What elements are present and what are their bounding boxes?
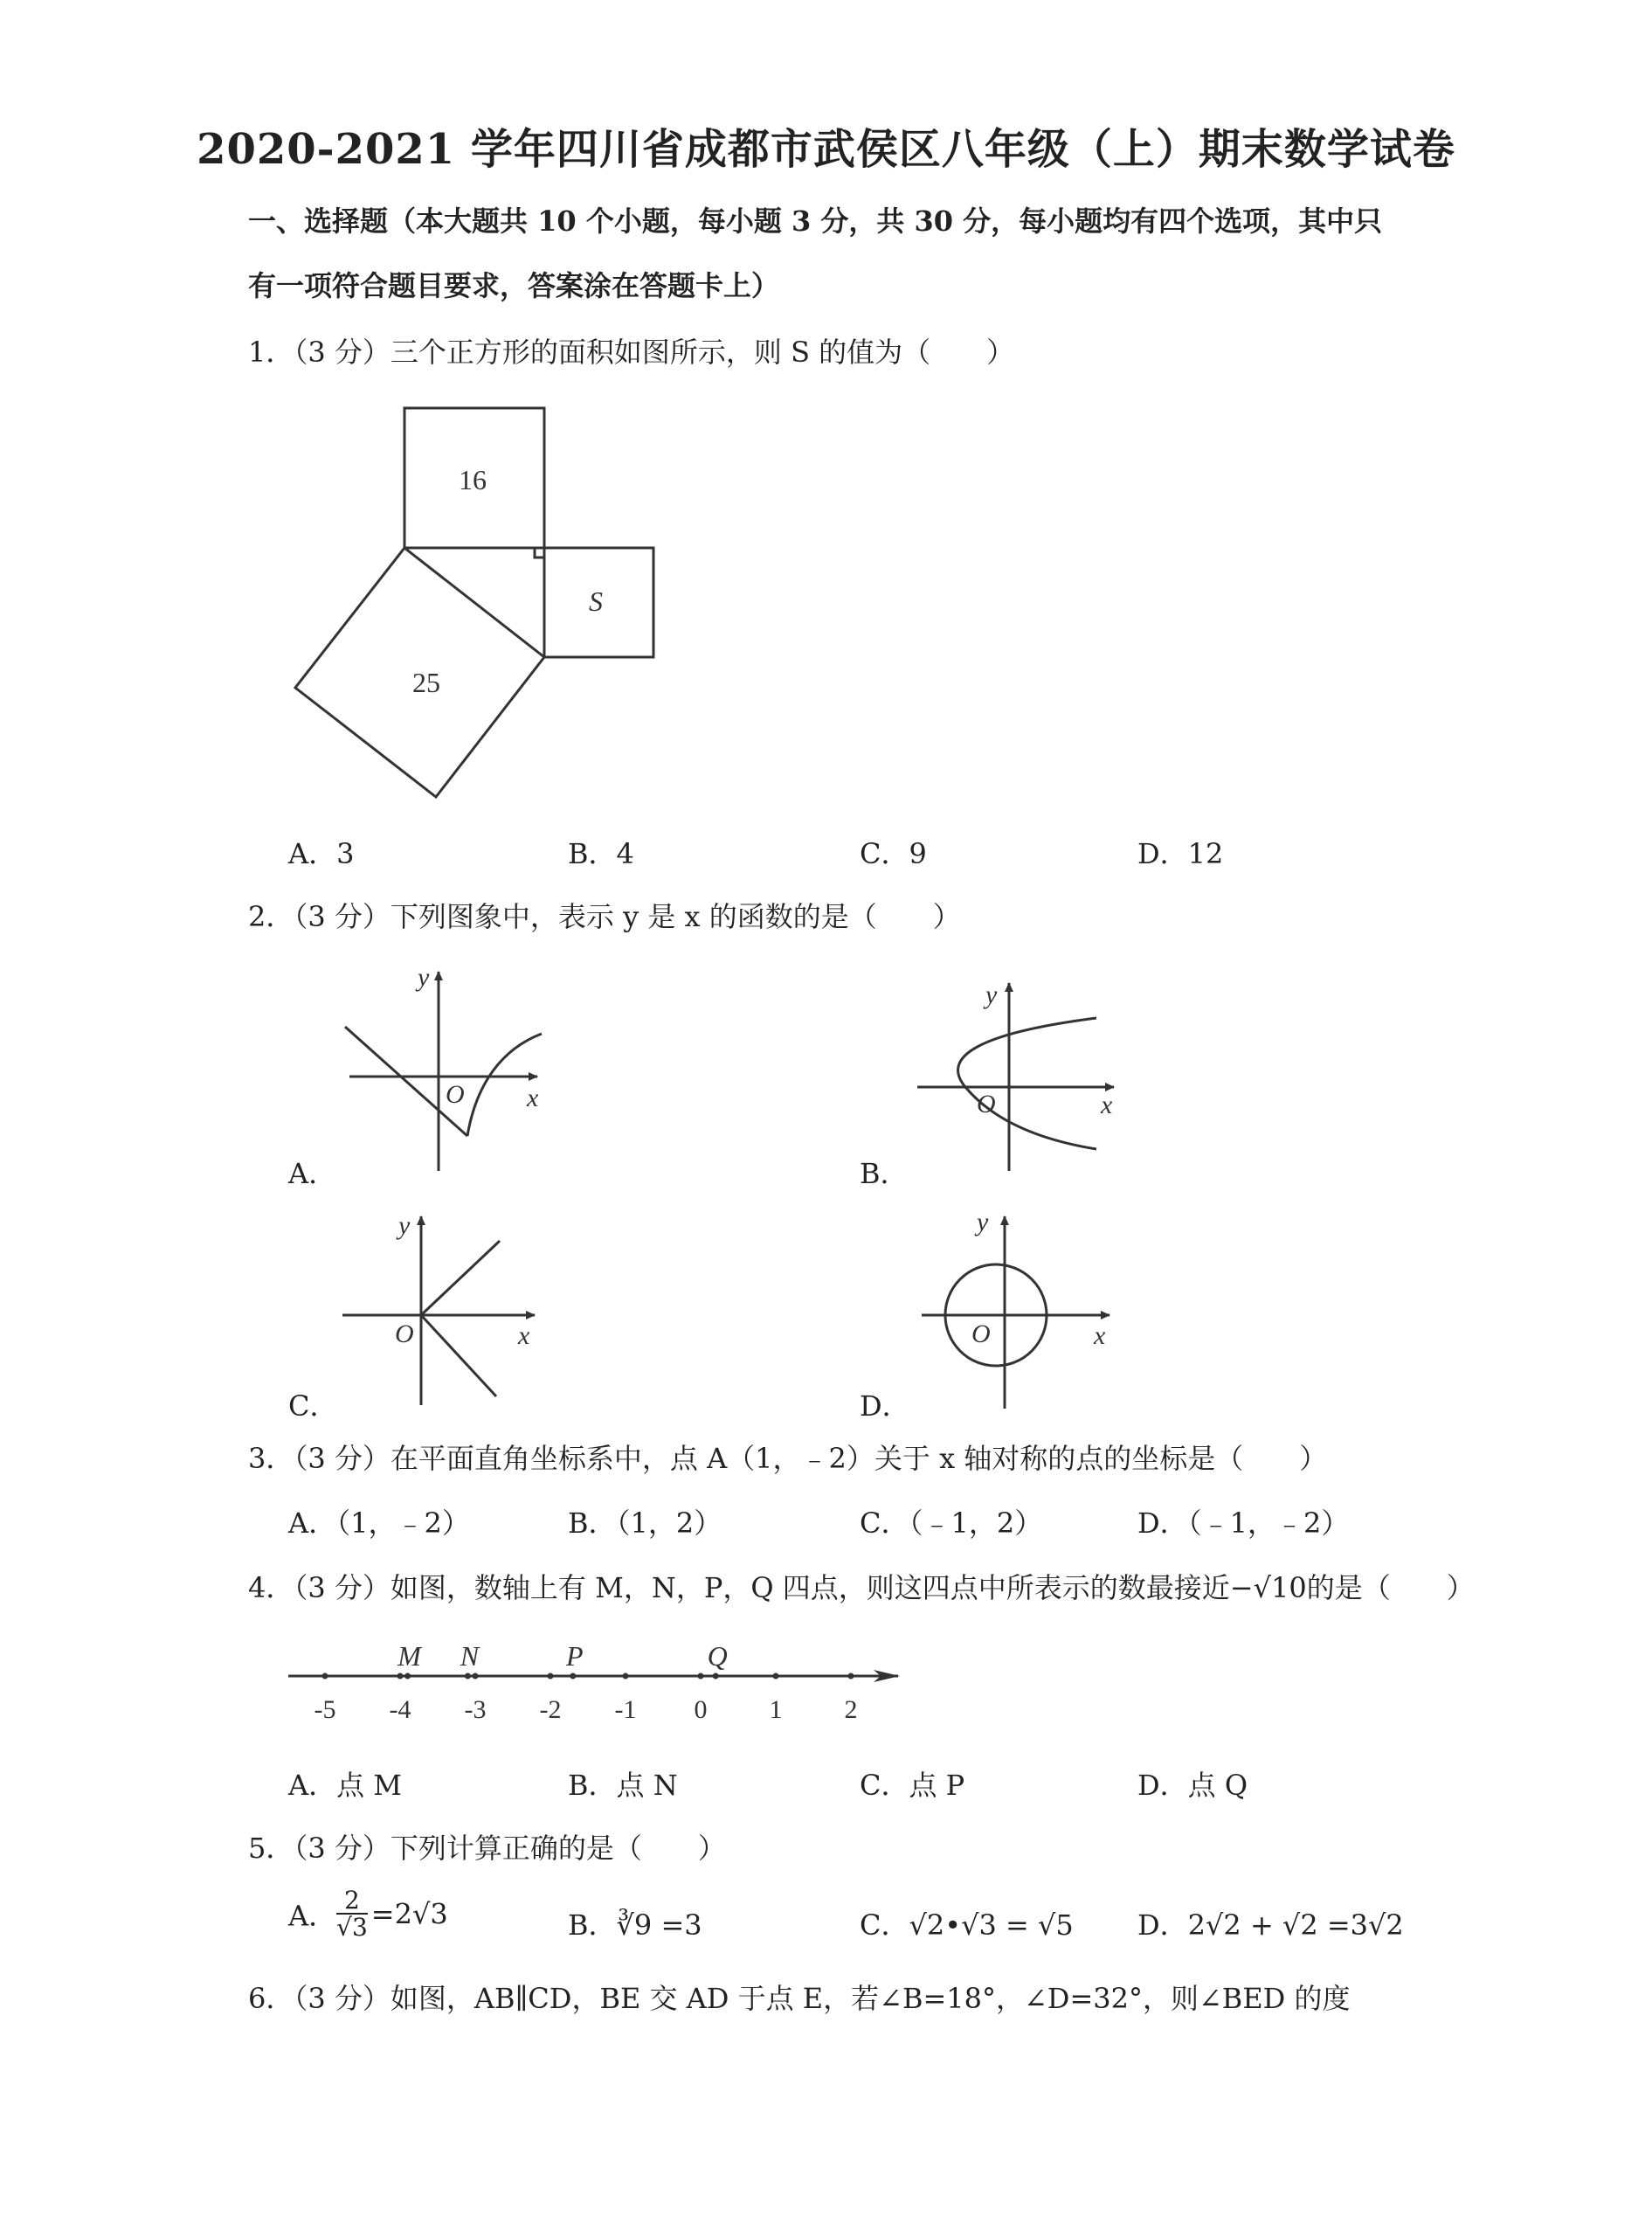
number-line-point-m <box>404 1673 411 1679</box>
svg-text:O: O <box>395 1319 414 1348</box>
question-5-stem: 5．（3 分）下列计算正确的是（ ） <box>248 1832 726 1865</box>
question-5-option-c: C．√2•√3 = √5 <box>860 1908 1074 1942</box>
question-3-option-c: C．（﹣1，2） <box>860 1506 1043 1540</box>
svg-text:x: x <box>527 1084 539 1112</box>
number-line-tick <box>322 1673 328 1679</box>
square-right-label: S <box>589 585 603 617</box>
number-line-tick <box>397 1673 404 1679</box>
number-line-tick-label: -3 <box>464 1695 487 1724</box>
question-2-stem: 2．（3 分）下列图象中，表示 y 是 x 的函数的是（ ） <box>248 900 961 933</box>
svg-text:y: y <box>985 980 998 1009</box>
svg-text:x: x <box>1101 1091 1113 1119</box>
question-4-option-b: B．点 N <box>568 1769 678 1802</box>
fraction: $\frac{2}{√3}$ <box>336 1886 368 1943</box>
question-2-label-b: B． <box>860 1157 909 1190</box>
number-line-tick-label: 2 <box>844 1695 858 1724</box>
question-2-label-a: A． <box>288 1157 337 1190</box>
number-line-tick <box>623 1673 629 1679</box>
svg-text:x: x <box>518 1321 530 1350</box>
number-line-tick-label: 1 <box>769 1695 783 1724</box>
number-line-point-label: P <box>566 1640 584 1672</box>
question-3-option-a: A．（1，﹣2） <box>288 1506 470 1540</box>
question-1-option-d: D．12 <box>1137 837 1224 870</box>
question-5-option-d: D．2√2 + √2 =3√2 <box>1137 1908 1404 1942</box>
svg-text:O: O <box>446 1080 465 1109</box>
number-line-tick-label: -5 <box>314 1695 336 1724</box>
number-line-point-label: N <box>460 1640 480 1672</box>
number-line-point-q <box>713 1673 719 1679</box>
number-line-tick-label: -2 <box>539 1695 562 1724</box>
number-line-tick-label: -1 <box>614 1695 637 1724</box>
svg-text:y: y <box>977 1208 989 1236</box>
question-6-stem: 6．（3 分）如图，AB∥CD，BE 交 AD 于点 E，若∠B=18°，∠D=32°，则∠BED 的度 <box>248 1982 1351 2015</box>
number-line-point-p <box>570 1673 576 1679</box>
svg-text:y: y <box>418 963 430 992</box>
number-line-tick <box>848 1673 854 1679</box>
number-line-tick <box>548 1673 554 1679</box>
number-line-point-n <box>465 1673 471 1679</box>
question-1-stem: 1．（3 分）三个正方形的面积如图所示，则 S 的值为（ ） <box>248 336 1015 369</box>
number-line-point-label: Q <box>707 1640 728 1672</box>
question-3-option-d: D．（﹣1，﹣2） <box>1137 1506 1350 1540</box>
number-line-tick <box>473 1673 479 1679</box>
svg-text:O: O <box>977 1090 996 1118</box>
page-title: 2020-2021 学年四川省成都市武侯区八年级（上）期末数学试卷 <box>197 125 1455 174</box>
square-top-label: 16 <box>459 464 487 495</box>
question-4-stem: 4．（3 分）如图，数轴上有 M，N，P，Q 四点，则这四点中所表示的数最接近−√10的是（ ） <box>248 1571 1475 1604</box>
number-line-tick-label: -4 <box>389 1695 411 1724</box>
question-5-option-b: B．∛9 =3 <box>568 1908 702 1942</box>
svg-text:x: x <box>1094 1321 1106 1350</box>
number-line-tick <box>773 1673 779 1679</box>
question-2-label-c: C． <box>288 1389 338 1423</box>
question-4-option-c: C．点 P <box>860 1769 965 1802</box>
question-1-option-c: C．9 <box>860 837 927 870</box>
question-3-option-b: B．（1，2） <box>568 1506 722 1540</box>
section-heading-line2: 有一项符合题目要求，答案涂在答题卡上） <box>248 269 780 302</box>
question-2-label-d: D． <box>860 1389 910 1423</box>
question-4-option-d: D．点 Q <box>1137 1769 1248 1802</box>
square-bottom-label: 25 <box>412 667 440 698</box>
section-heading-line1: 一、选择题（本大题共 10 个小题，每小题 3 分，共 30 分，每小题均有四个选项，其中只 <box>248 204 1383 238</box>
question-5-option-a: A． $\frac{2}{√3}$ =2√3 <box>288 1886 448 1943</box>
number-line-point-label: M <box>397 1640 421 1672</box>
number-line-tick-label: 0 <box>694 1695 708 1724</box>
number-line-tick <box>698 1673 704 1679</box>
question-1-option-a: A．3 <box>288 837 355 870</box>
question-3-stem: 3．（3 分）在平面直角坐标系中，点 A（1，﹣2）关于 x 轴对称的点的坐标是（ ） <box>248 1442 1328 1475</box>
svg-text:O: O <box>971 1319 991 1348</box>
question-4-option-a: A．点 M <box>288 1769 403 1802</box>
svg-text:y: y <box>398 1211 411 1240</box>
question-1-option-b: B．4 <box>568 837 634 870</box>
